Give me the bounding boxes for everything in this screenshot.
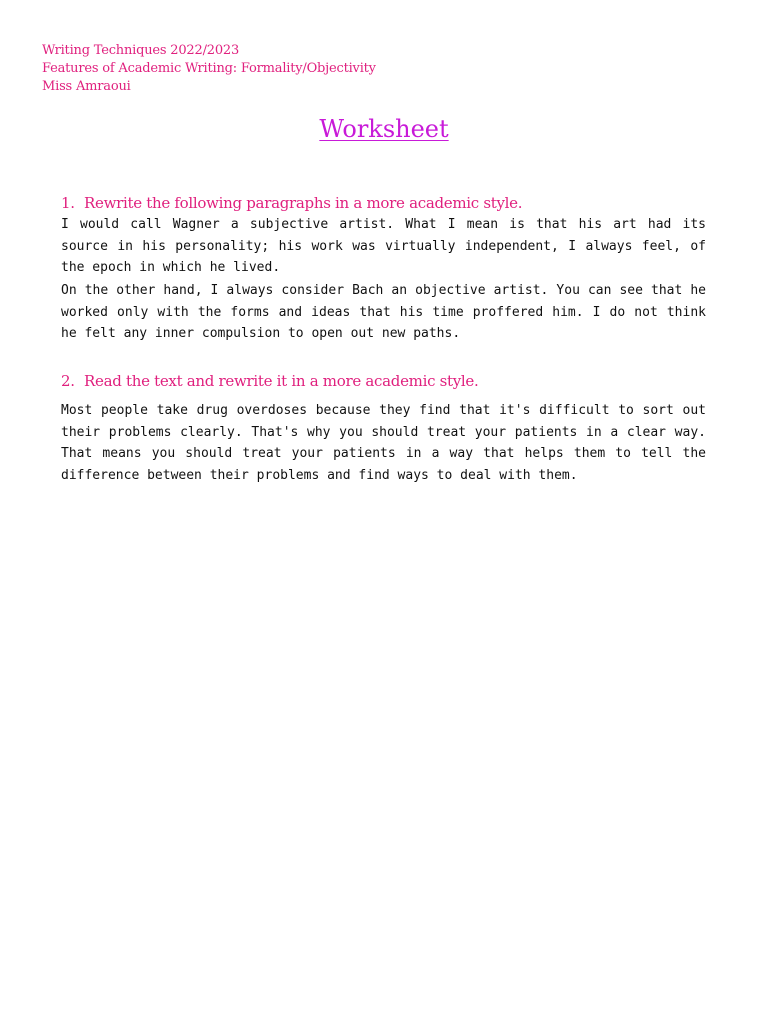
topic-line: Features of Academic Writing: Formality/Objectivity <box>42 61 376 76</box>
document-header <box>42 42 376 96</box>
question-2-prompt: Read the text and rewrite it in a more academic style. <box>84 372 479 390</box>
question-1-prompt: Rewrite the following paragraphs in a more academic style. <box>84 194 523 212</box>
question-2-paragraph-1: Most people take drug overdoses because they find that it's difficult to sort out their problems clearly. That's why you should treat your patients in a clear way. That means you should treat your patients in a way that helps them to tell the difference between their problems and find ways to deal with them. <box>61 403 706 484</box>
question-1-heading <box>61 192 522 214</box>
question-2-number: 2. <box>61 372 75 390</box>
page-title: Worksheet <box>319 115 449 143</box>
teacher-line: Miss Amraoui <box>42 79 131 94</box>
question-2-heading <box>61 370 478 392</box>
course-line: Writing Techniques 2022/2023 <box>42 43 240 58</box>
question-1-paragraph-1: I would call Wagner a subjective artist. What I mean is that his art had its source in his personality; his work was virtually independent, I always feel, of the epoch in which he lived. <box>61 217 706 276</box>
question-1-paragraph-2: On the other hand, I always consider Bach an objective artist. You can see that he worked only with the forms and ideas that his time proffered him. I do not think he felt any inner compulsion to open out new paths. <box>61 283 706 342</box>
question-1-number: 1. <box>61 194 75 212</box>
